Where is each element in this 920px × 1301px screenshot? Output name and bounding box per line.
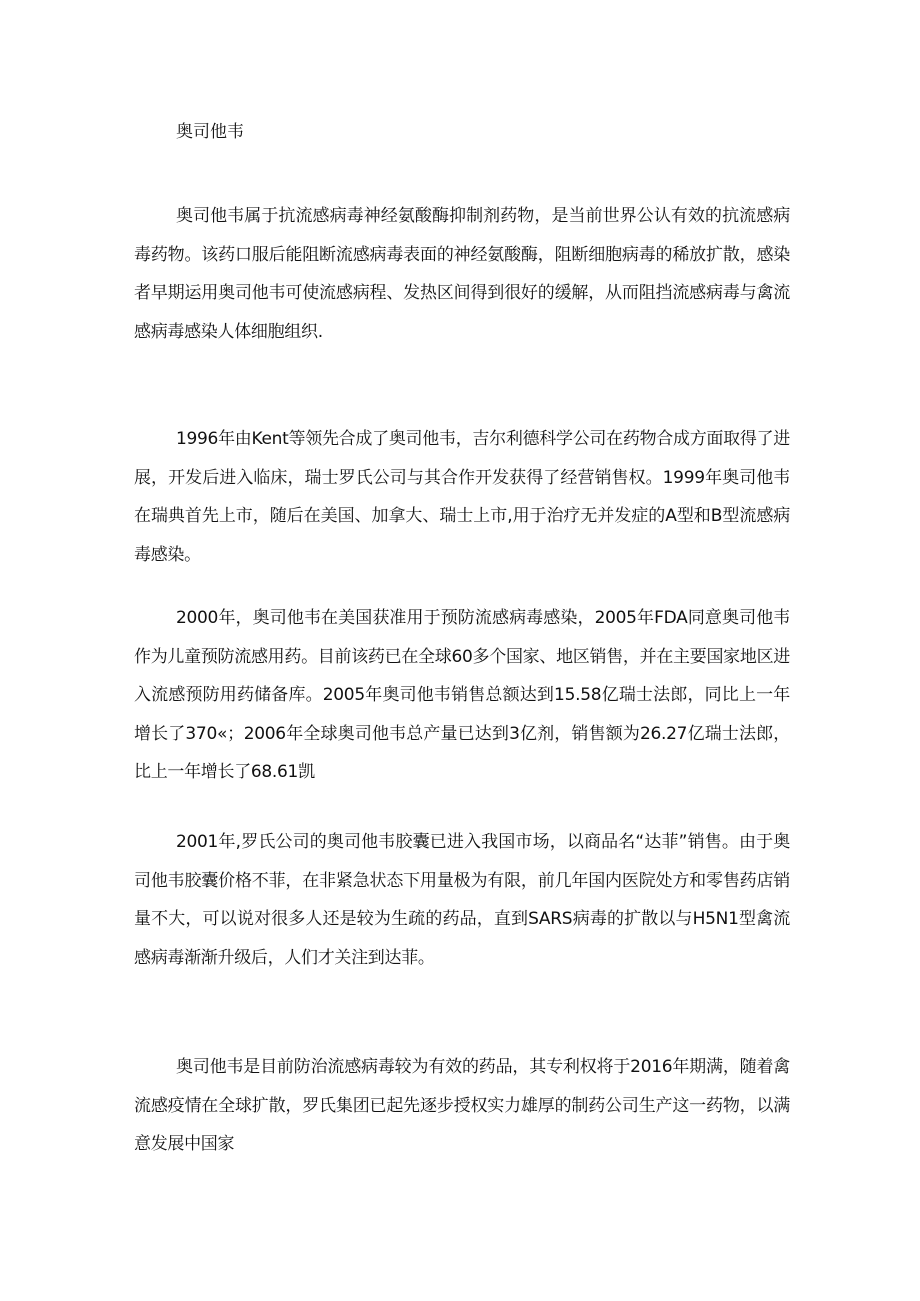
document-title: 奥司他韦 — [176, 122, 244, 142]
paragraph-history: 1996年由Kent等领先合成了奥司他韦，吉尔利德科学公司在药物合成方面取得了进展，开发后进入临床，瑞士罗氏公司与其合作开发获得了经营销售权。1999年奥司他韦在瑞典首先上市，随后在美国、加拿大、瑞士上市,用于治疗无并发症的A型和B型流感病毒感染。 — [134, 429, 790, 565]
paragraph-overview: 奥司他韦属于抗流感病毒神经氨酸酶抑制剂药物，是当前世界公认有效的抗流感病毒药物。该药口服后能阻断流感病毒表面的神经氨酸酶，阻断细胞病毒的稀放扩散，感染者早期运用奥司他韦可使流感病程、发热区间得到很好的缓解，从而阻挡流感病毒与禽流感病毒感染人体细胞组织. — [134, 206, 790, 342]
paragraph-china-market: 2001年,罗氏公司的奥司他韦胶囊已进入我国市场，以商品名“达菲”销售。由于奥司他韦胶囊价格不菲，在非紧急状态下用量极为有限，前几年国内医院处方和零售药店销量不大，可以说对很多人还是较为生疏的药品，直到SARS病毒的扩散以与H5N1型禽流感病毒渐渐升级后，人们才关注到达菲。 — [134, 832, 790, 968]
paragraph-patent: 奥司他韦是目前防治流感病毒较为有效的药品，其专利权将于2016年期满，随着禽流感疫情在全球扩散，罗氏集团已起先逐步授权实力雄厚的制药公司生产这一药物，以满意发展中国家 — [134, 1057, 790, 1154]
paragraph-sales: 2000年，奥司他韦在美国获准用于预防流感病毒感染，2005年FDA同意奥司他韦作为儿童预防流感用药。目前该药已在全球60多个国家、地区销售，并在主要国家地区进入流感预防用药储备库。2005年奥司他韦销售总额达到15.58亿瑞士法郎，同比上一年增长了370«；2006年全球奥司他韦总产量已达到3亿剂，销售额为26.27亿瑞士法郎，比上一年增长了68.61凯 — [134, 608, 790, 782]
